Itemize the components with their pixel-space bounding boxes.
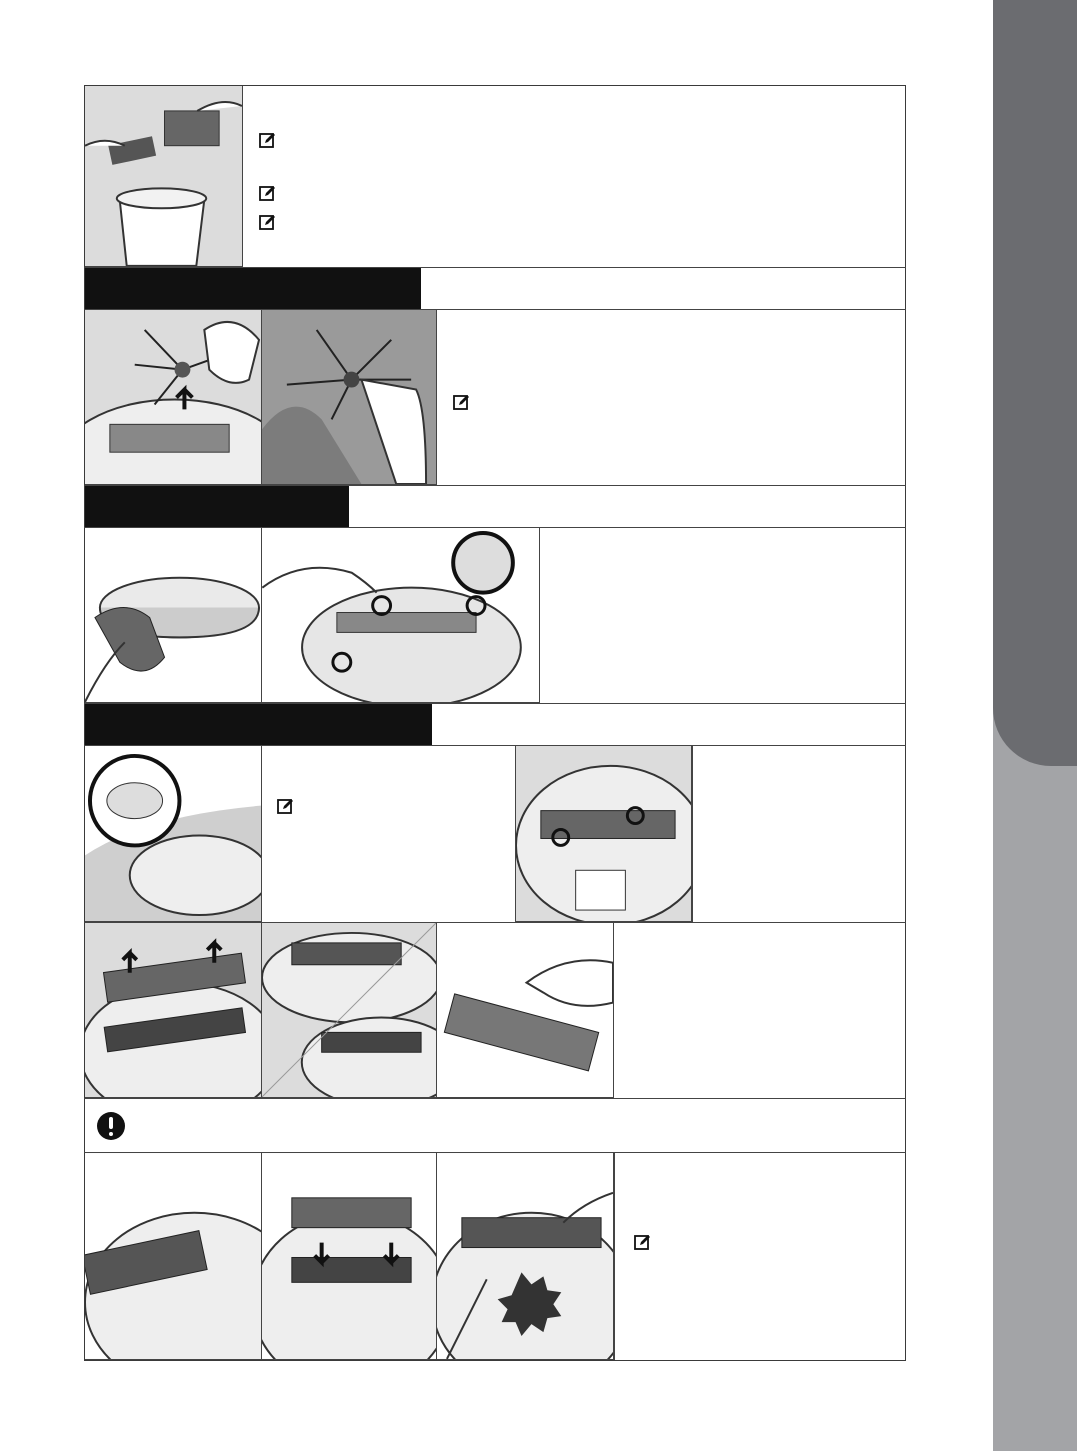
note-pencil-icon [634, 1233, 652, 1251]
illustration-empty-dustbin [85, 86, 243, 267]
illustration-comb-brush [437, 923, 614, 1098]
divider [614, 1153, 615, 1360]
illustration-flip-robot [85, 746, 262, 922]
illustration-lift-brush-cover [85, 923, 262, 1098]
illustration-remove-side-brush [85, 310, 262, 485]
illustration-replace-cover [262, 1153, 437, 1360]
exclamation-icon [97, 1112, 125, 1140]
section-header-bar [85, 704, 432, 745]
divider [539, 528, 540, 703]
note-pencil-icon [453, 393, 471, 411]
illustration-clean-side-brush [262, 310, 437, 485]
note-pencil-icon [277, 797, 295, 815]
section-header-bar [85, 486, 349, 527]
illustration-remove-main-brush [262, 923, 437, 1098]
note-pencil-icon [259, 184, 277, 202]
divider [84, 1098, 906, 1099]
divider [692, 746, 693, 922]
illustration-wipe-robot [85, 528, 262, 703]
note-pencil-icon [259, 213, 277, 231]
illustration-clean-sensors [262, 528, 540, 703]
illustration-snap-cover [437, 1153, 614, 1360]
section-header-bar [85, 268, 421, 309]
illustration-insert-brush [85, 1153, 262, 1360]
note-pencil-icon [259, 131, 277, 149]
sidebar-tab [993, 0, 1077, 766]
illustration-brush-cover-tabs [516, 746, 692, 922]
